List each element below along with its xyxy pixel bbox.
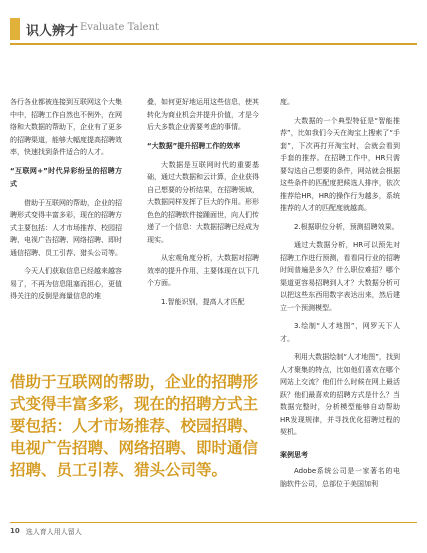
page-number: 10 xyxy=(10,527,20,535)
paragraph: 大数据的一个典型特征是“智能推荐”，比如我们今天在淘宝上搜索了“手套”，下次再打开淘宝时，会就会看到手套的推荐。在招聘工作中，HR只需要勾选自己想要的条件，网站就会根据这些条件的匹配度把候选人排序，依次推荐给HR，HR的操作行为越多，系统推荐的人才的匹配度就越高。 xyxy=(280,116,400,212)
footer-divider xyxy=(10,522,417,523)
pull-quote: 借助于互联网的帮助，企业的招聘形式变得丰富多彩，现在的招聘方式主要包括：人才市场推荐、校园招聘、电视广告招聘、网络招聘、即时通信招聘、员工引荐、猎头公司等。 xyxy=(10,373,259,479)
paragraph: Adobe系统公司是一家著名的电脑软件公司，总部位于美国加利 xyxy=(280,467,400,488)
subheading: 案例思考 xyxy=(280,450,308,459)
paragraph: 1.智能识别，提高人才匹配 xyxy=(161,297,245,306)
paragraph: 大数据是互联网时代的重要基础，通过大数据和云计算，企业获得自己想要的分析结果，在招聘领域，大数据同样发挥了巨大的作用。形形色色的招聘软件接踵面世，向人们传递了一个信息：大数据招聘已经成为现实。 xyxy=(147,160,259,244)
article-column-2 xyxy=(147,96,259,314)
paragraph: 度。 xyxy=(280,98,294,106)
paragraph: 2.根据职位分析，预测招聘效果。 xyxy=(294,222,399,231)
subheading: “大数据”提升招聘工作的效率 xyxy=(147,141,241,150)
magazine-name: 选人育人用人留人 xyxy=(25,528,82,536)
paragraph: 叠，如何更好地运用这些信息，使其转化为商业机会并提升价值，才是今后大多数企业需要考虑的事情。 xyxy=(147,98,259,131)
page-footer xyxy=(10,527,82,537)
paragraph: 从宏观角度分析，大数据对招聘效率的提升作用，主要体现在以下几个方面。 xyxy=(147,254,259,287)
paragraph: 今天人们获取信息已经越来越容易了，不再为信息阻塞而担心，更值得关注的反倒是海量信息的堆 xyxy=(10,267,122,300)
article-column-3 xyxy=(280,96,400,496)
paragraph: 借助于互联网的帮助，企业的招聘形式变得丰富多彩，现在的招聘方式主要包括：人才市场推荐、校园招聘、电视广告招聘、网络招聘、即时通信招聘、员工引荐、猎头公司等。 xyxy=(10,198,122,257)
subheading: “互联网+”时代异彩纷呈的招聘方式 xyxy=(10,166,122,188)
section-subtitle: Evaluate Talent xyxy=(80,22,160,33)
section-title: 识人辨才 xyxy=(26,24,79,39)
header-divider xyxy=(10,43,417,45)
paragraph: 各行各业都被连接到互联网这个大集中中，招聘工作自然也不例外，在网络和大数据的帮助下，企业有了更多的招聘渠道，能够大幅度提高招聘效率，快速找到条件适合的人才。 xyxy=(10,98,122,156)
article-column-1 xyxy=(10,96,122,309)
paragraph: 通过大数据分析，HR可以预先对招聘工作进行预测，看看同行业的招聘时间普遍是多久？什么职位难招？哪个渠道更容易招聘到人才？大数据分析可以把这些东西用数字表达出来，然后建立一个预测模型。 xyxy=(280,241,400,312)
header-accent-bar xyxy=(10,18,20,40)
paragraph: 利用大数据绘制“人才地图”，找到人才聚集的特点，比如他们喜欢在哪个网站上交流？他们什么时候在网上最活跃？他们最喜欢的招聘方式是什么？当数据完整时，分析模型能够自动帮助HR发现规律，并寻找优化招聘过程的契机。 xyxy=(280,353,400,436)
paragraph: 3.绘制“人才地图”，网罗天下人才。 xyxy=(280,322,400,343)
